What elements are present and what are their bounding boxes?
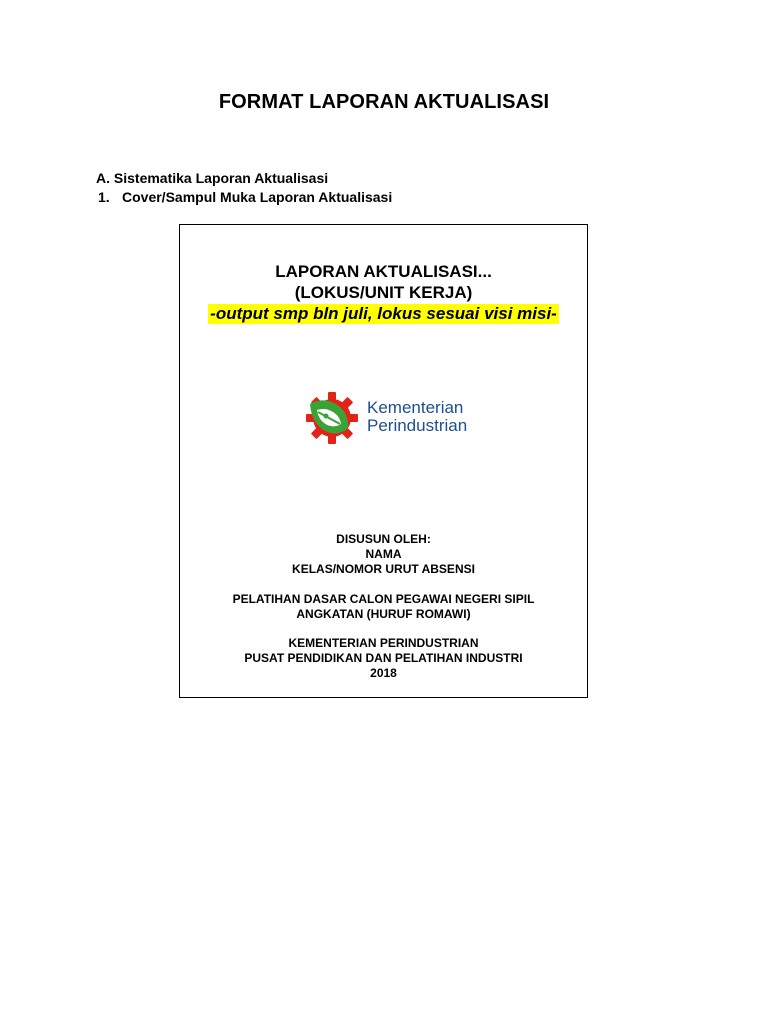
author-name: NAMA [365,547,402,561]
year: 2018 [370,666,397,680]
logo-text-line2: Perindustrian [367,416,468,435]
prepared-by-label: DISUSUN OLEH: [336,532,431,546]
gear-leaf-logo-icon [304,391,364,447]
section-heading: A. Sistematika Laporan Aktualisasi [96,170,329,186]
list-number: 1. [98,189,110,205]
logo-text-line1: Kementerian [367,398,464,417]
class-number: KELAS/NOMOR URUT ABSENSI [292,562,475,576]
cover-note-wrap [180,304,587,324]
cover-sample-box [179,224,588,698]
list-item-text: Cover/Sampul Muka Laporan Aktualisasi [122,189,393,205]
ministry-name: KEMENTERIAN PERINDUSTRIAN [288,636,479,650]
list-item [98,189,392,205]
training-line1: PELATIHAN DASAR CALON PEGAWAI NEGERI SIPIL [232,592,535,606]
training-line2: ANGKATAN (HURUF ROMAWI) [296,607,471,621]
training-center: PUSAT PENDIDIKAN DAN PELATIHAN INDUSTRI [244,651,523,665]
cover-note: -output smp bln juli, lokus sesuai visi misi- [210,304,557,323]
cover-title: LAPORAN AKTUALISASI... [275,262,492,281]
page-title: FORMAT LAPORAN AKTUALISASI [218,91,550,113]
kementerian-perindustrian-logo [304,391,474,447]
cover-subtitle: (LOKUS/UNIT KERJA) [294,283,473,302]
